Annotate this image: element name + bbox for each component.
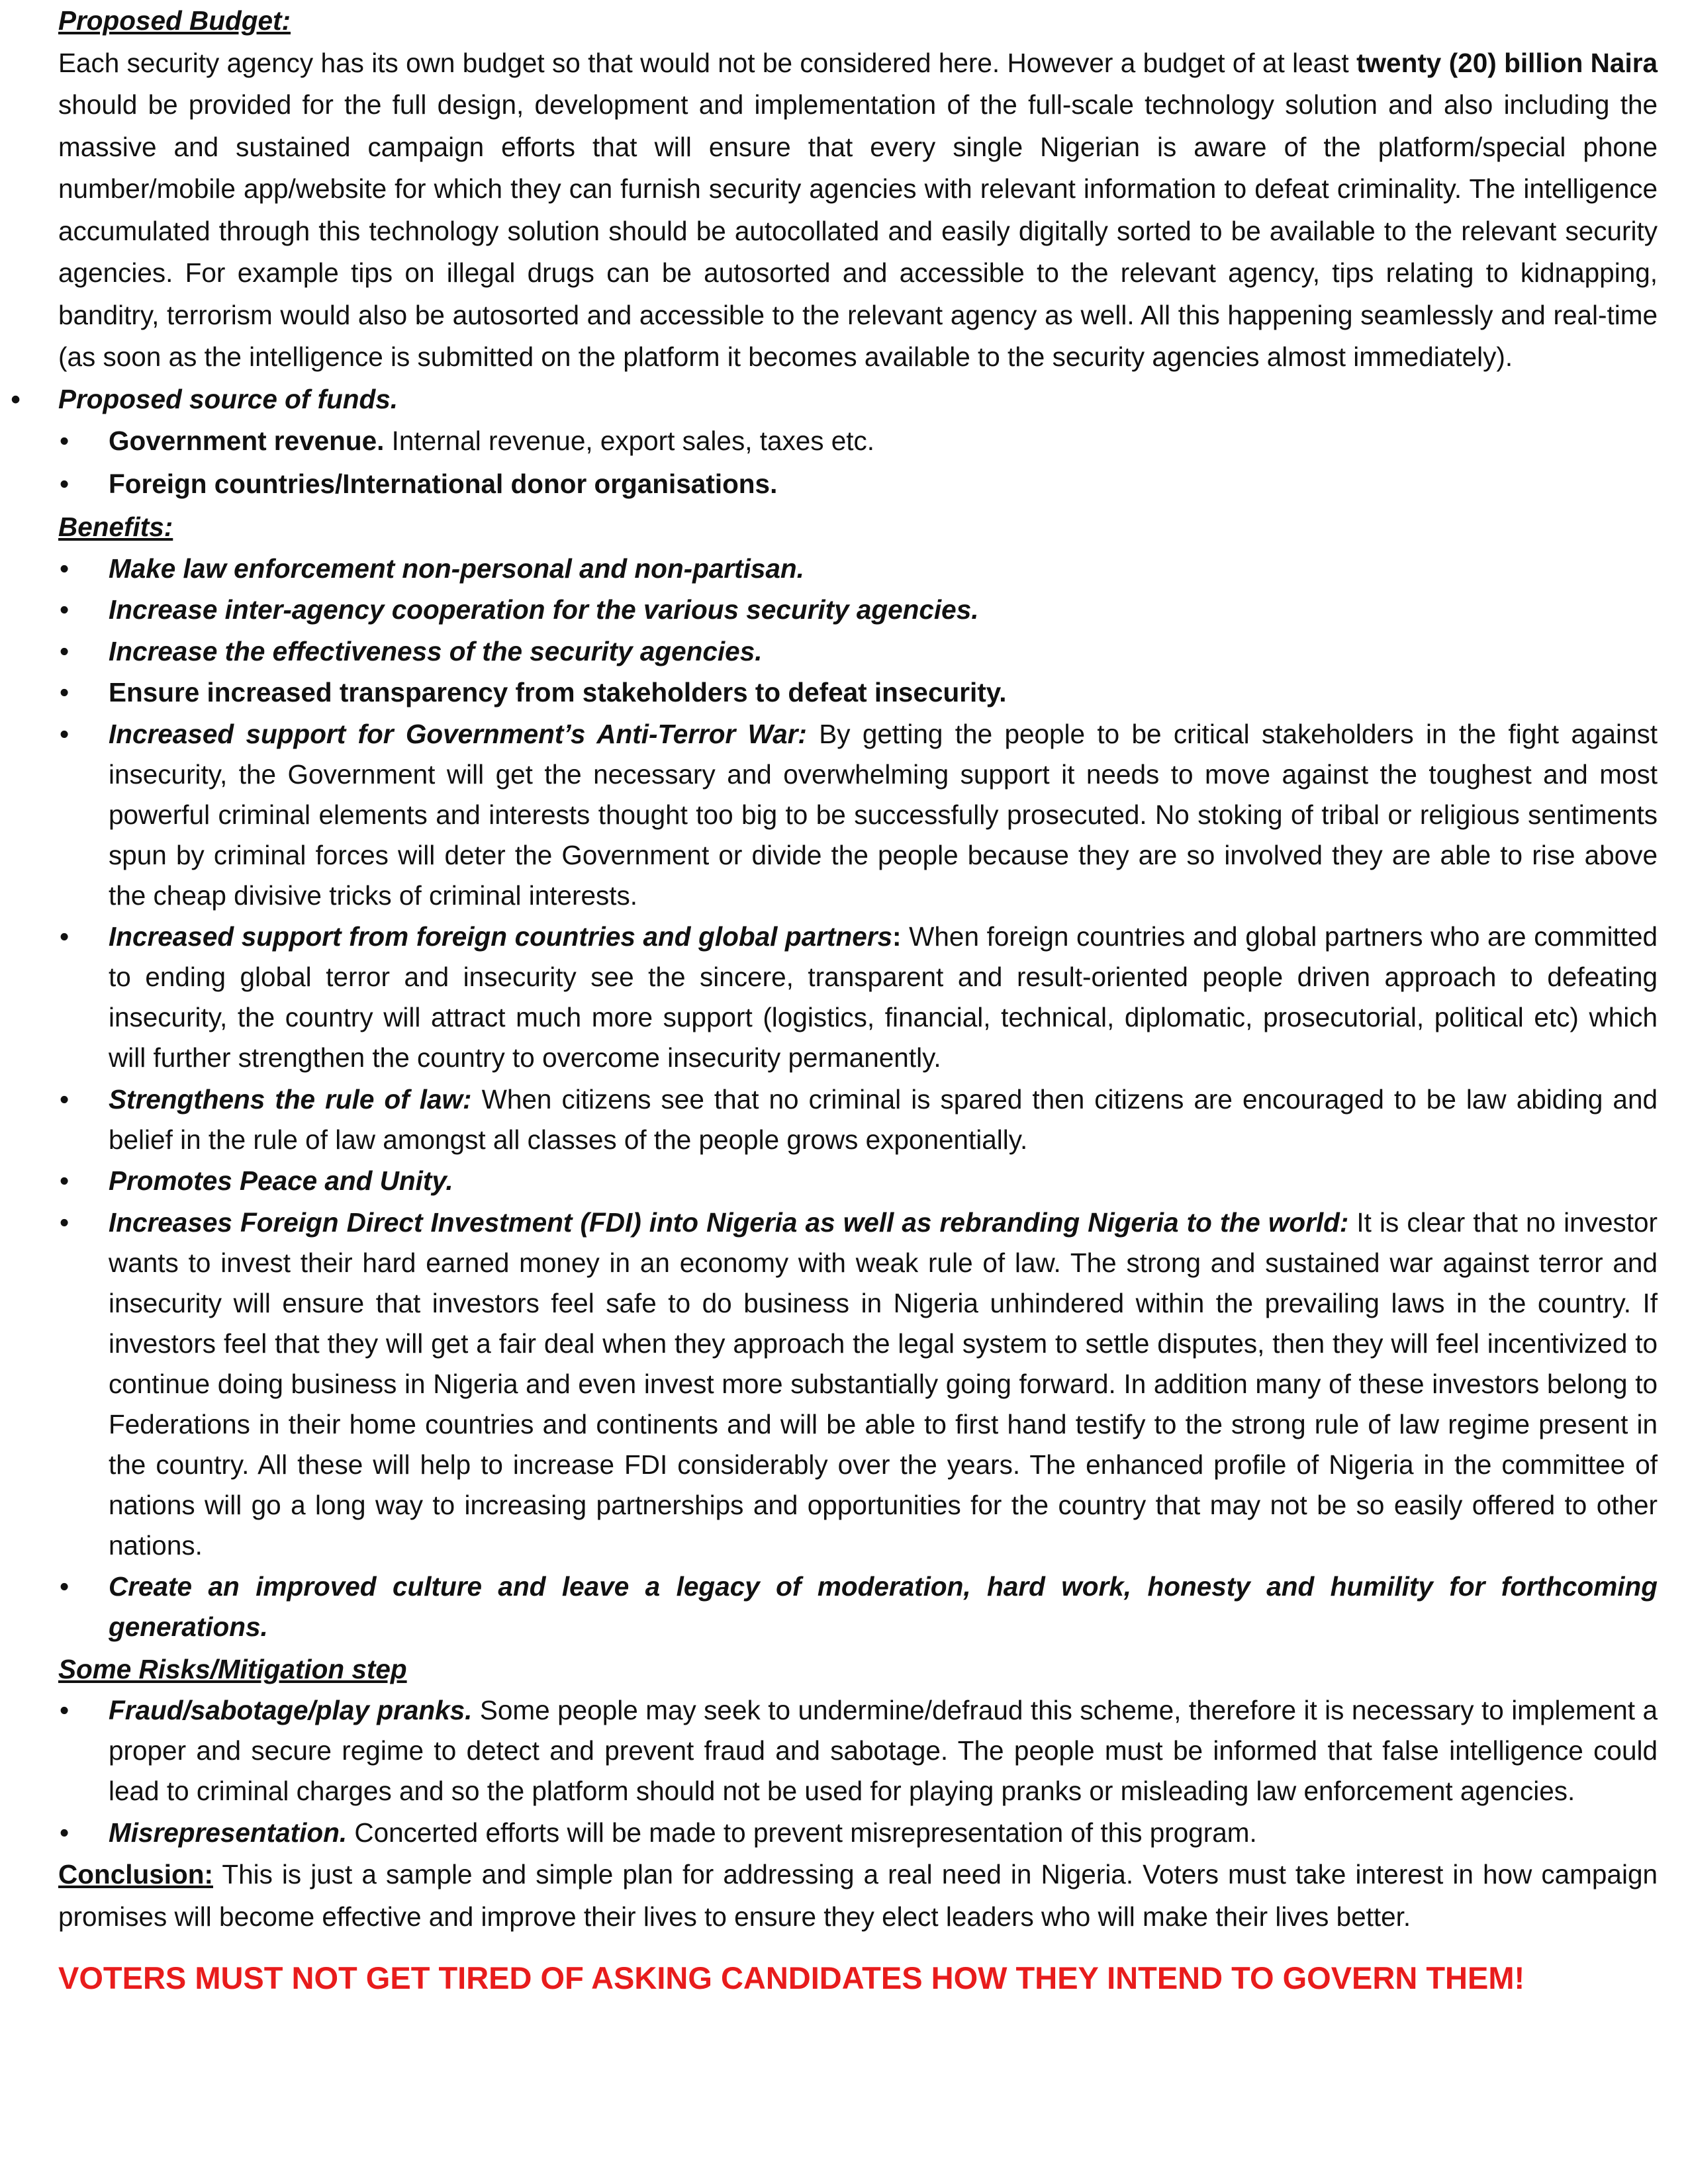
- bullet-icon: •: [60, 594, 70, 625]
- bullet-icon: •: [60, 1206, 70, 1238]
- list-item-title: Increased support for Government’s Anti-Terror War:: [109, 718, 807, 749]
- bullet-icon: •: [60, 426, 70, 456]
- proposed-budget-paragraph: [58, 42, 1658, 379]
- list-item-title: Increases Foreign Direct Investment (FDI) into Nigeria as well as rebranding Nigeria to the world:: [109, 1206, 1349, 1238]
- bullet-icon: •: [60, 1165, 70, 1196]
- list-item-text: Internal revenue, export sales, taxes etc.: [384, 426, 875, 456]
- list-item-title: Fraud/sabotage/play pranks.: [109, 1695, 473, 1725]
- list-item: [58, 714, 1658, 916]
- bullet-icon: •: [60, 553, 70, 584]
- conclusion-paragraph: [58, 1854, 1658, 1938]
- list-item: [58, 1567, 1658, 1647]
- list-item-title: Increased support from foreign countries and global partners: [109, 921, 893, 952]
- list-item: [58, 1161, 1658, 1201]
- benefits-heading: Benefits:: [58, 512, 173, 542]
- list-item-text: Concerted efforts will be made to prevent misrepresentation of this program.: [347, 1817, 1257, 1848]
- list-item-title: Government revenue.: [109, 426, 385, 456]
- benefits-list: [58, 549, 1658, 1648]
- list-item-text: It is clear that no investor wants to invest their hard earned money in an economy with weak rule of law. The strong and sustained war against terror and insecurity will ensure that investors feel safe to do business in Nigeria unhindered within the prevailing laws in the country. If investors feel that they will get a fair deal when they approach the legal system to settle disputes, then they will feel incentivized to continue doing business in Nigeria and even invest more substantially going forward. In addition many of these investors belong to Federations in their home countries and continents and will be able to first hand testify to the strong rule of law regime present in the country. All these will help to increase FDI considerably over the years. The enhanced profile of Nigeria in the committee of nations will go a long way to increasing partnerships and opportunities for the country that may not be so easily offered to other nations.: [109, 1206, 1658, 1561]
- list-item-text: When citizens see that no criminal is spared then citizens are encouraged to be law abiding and belief in the rule of law amongst all classes of the people grows exponentially.: [109, 1083, 1658, 1155]
- conclusion-text: This is just a sample and simple plan for addressing a real need in Nigeria. Voters must take interest in how campaign promises will become effective and improve their lives to ensure they elect leaders who will make their lives better.: [58, 1859, 1658, 1932]
- document-page: [58, 0, 1658, 2000]
- bullet-icon: •: [60, 1817, 70, 1848]
- source-of-funds-heading: [58, 379, 1658, 421]
- list-item: [58, 631, 1658, 672]
- budget-text-2: should be provided for the full design, development and implementation of the full-scale technology solution and also including the massive and sustained campaign efforts that will ensure that every single Nigerian is aware of the platform/special phone number/mobile app/website for which they can furnish security agencies with relevant information to defeat criminality. The intelligence accumulated through this technology solution should be autocollated and easily digitally sorted to be available to the relevant security agencies. For example tips on illegal drugs can be autosorted and accessible to the relevant agency, tips relating to kidnapping, banditry, terrorism would also be autosorted and accessible to the relevant agency as well. All this happening seamlessly and real-time (as soon as the intelligence is submitted on the platform it becomes available to the security agencies almost immediately).: [58, 89, 1658, 372]
- bullet-icon: •: [60, 677, 70, 707]
- list-item: [58, 1690, 1658, 1811]
- list-item-title: Make law enforcement non-personal and non-partisan.: [109, 553, 804, 584]
- bullet-icon: •: [60, 469, 70, 499]
- bullet-icon: •: [60, 1571, 70, 1602]
- list-item: [58, 549, 1658, 589]
- risks-heading: Some Risks/Mitigation step: [58, 1653, 407, 1684]
- list-item-title: Increase the effectiveness of the security agencies.: [109, 635, 763, 666]
- list-item-text: By getting the people to be critical stakeholders in the fight against insecurity, the Government will get the necessary and overwhelming support it needs to move against the toughest and most powerful criminal elements and interests thought too big to be successfully prosecuted. No stoking of tribal or religious sentiments spun by criminal forces will deter the Government or divide the people because they are so involved they are able to rise above the cheap divisive tricks of criminal interests.: [109, 718, 1658, 911]
- list-item: [58, 1079, 1658, 1160]
- call-to-action: VOTERS MUST NOT GET TIRED OF ASKING CANDIDATES HOW THEY INTEND TO GOVERN THEM!: [58, 1960, 1525, 1995]
- list-item-title: Ensure increased transparency from stakeholders to defeat insecurity.: [109, 677, 1007, 707]
- list-item: [58, 1203, 1658, 1566]
- list-item-title: Create an improved culture and leave a legacy of moderation, hard work, honesty and humility for forthcoming generations.: [109, 1571, 1658, 1642]
- list-item-text: When foreign countries and global partners who are committed to ending global terror and insecurity see the sincere, transparent and result-oriented people driven approach to defeating insecurity, the country will attract much more support (logistics, financial, technical, diplomatic, prosecutorial, political etc) which will further strengthen the country to overcome insecurity permanently.: [109, 921, 1658, 1073]
- proposed-budget-heading: Proposed Budget:: [58, 5, 291, 36]
- source-of-funds-heading-text: Proposed source of funds.: [58, 383, 399, 414]
- list-item-title: Increase inter-agency cooperation for the various security agencies.: [109, 594, 979, 625]
- list-item-title-suffix: :: [892, 921, 902, 952]
- list-item: [58, 1813, 1658, 1853]
- risks-list: [58, 1690, 1658, 1853]
- conclusion-heading: Conclusion:: [58, 1859, 213, 1889]
- source-of-funds-list: [58, 420, 1658, 506]
- bullet-icon: •: [60, 1695, 70, 1725]
- list-item-text: Some people may seek to undermine/defraud this scheme, therefore it is necessary to implement a proper and secure regime to detect and prevent fraud and sabotage. The people must be informed that false intelligence could lead to criminal charges and so the platform should not be used for playing pranks or misleading law enforcement agencies.: [109, 1695, 1658, 1806]
- list-item: [58, 917, 1658, 1078]
- bullet-icon: •: [60, 921, 70, 952]
- budget-amount: twenty (20) billion Naira: [1356, 47, 1658, 78]
- list-item-title: Promotes Peace and Unity.: [109, 1165, 453, 1196]
- list-item: [58, 420, 1658, 463]
- bullet-icon: •: [60, 718, 70, 749]
- list-item: [58, 590, 1658, 630]
- bullet-icon: •: [60, 635, 70, 666]
- list-item: [58, 463, 1658, 506]
- list-item-title: Strengthens the rule of law:: [109, 1083, 472, 1115]
- list-item-title: Foreign countries/International donor organisations.: [109, 469, 778, 499]
- list-item-title: Misrepresentation.: [109, 1817, 348, 1848]
- bullet-icon: •: [60, 1083, 70, 1115]
- budget-text-1: Each security agency has its own budget so that would not be considered here. However a budget of at least: [58, 47, 1357, 78]
- list-item: [58, 672, 1658, 713]
